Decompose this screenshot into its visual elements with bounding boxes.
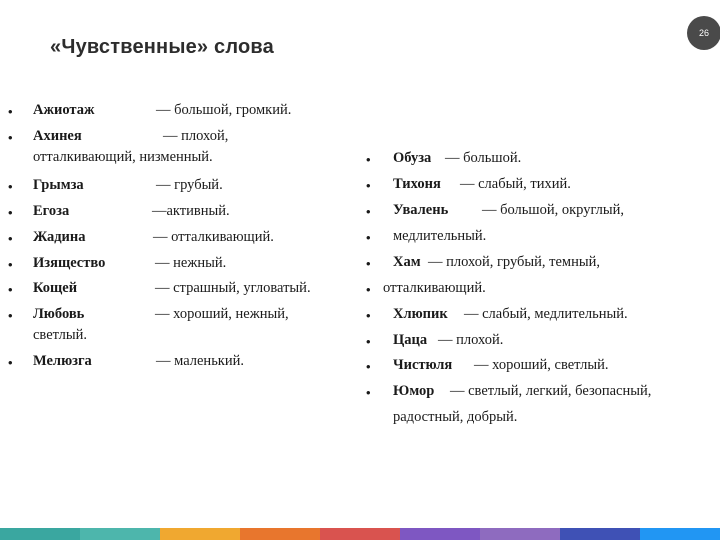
footer-segment [480,528,560,540]
footer-segment [240,528,320,540]
bullet: • [366,230,371,245]
definition: — большой, громкий. [156,102,292,118]
bullet: • [366,385,371,400]
definition: — маленький. [156,353,244,369]
definition: — светлый, легкий, безопасный, [450,383,652,399]
definition: — хороший, нежный, [155,306,289,322]
definition: — слабый, медлительный. [464,306,628,322]
definition-continuation: светлый. [33,327,87,343]
bullet: • [366,334,371,349]
term-zhadina: Жадина [33,229,86,245]
definition: — хороший, светлый. [474,357,609,373]
bullet: • [366,282,371,297]
term-hlyupik: Хлюпик [393,306,448,322]
page-title: «Чувственные» слова [50,36,274,58]
bullet: • [8,205,13,220]
bullet: • [8,130,13,145]
definition: — отталкивающий. [153,229,274,245]
term-tsatsa: Цаца [393,332,428,348]
term-uvalen: Увалень [393,202,449,218]
bullet: • [8,282,13,297]
term-melyuzga: Мелюзга [33,353,92,369]
footer-segment [560,528,640,540]
term-chistyulya: Чистюля [393,357,453,373]
term-ajiotazh: Ажиотаж [33,102,95,118]
bullet: • [8,355,13,370]
bullet: • [8,231,13,246]
definition: медлительный. [393,228,487,244]
term-koshchey: Кощей [33,280,78,296]
bullet: • [366,256,371,271]
definition: — плохой, грубый, темный, [428,254,600,270]
footer-segment [640,528,720,540]
definition: — нежный. [155,255,227,271]
term-grymza: Грымза [33,177,84,193]
bullet: • [366,178,371,193]
footer-segment [80,528,160,540]
footer-segment [0,528,80,540]
bullet: • [366,308,371,323]
term-izyashchestvo: Изящество [33,255,106,271]
term-ahineya: Ахинея [33,128,82,144]
page-number-badge: 26 [687,16,720,50]
definition: — слабый, тихий. [460,176,571,192]
bullet: • [8,179,13,194]
definition: — большой, округлый, [482,202,625,218]
term-obuza: Обуза [393,150,432,166]
bullet: • [366,359,371,374]
definition: —активный. [152,203,230,219]
bullet: • [366,204,371,219]
bullet: • [366,152,371,167]
footer-segment [320,528,400,540]
definition: — плохой, [163,128,229,144]
bullet: • [8,104,13,119]
footer-segment [400,528,480,540]
term-lyubov: Любовь [33,306,85,322]
term-yumor: Юмор [393,383,435,399]
definition: отталкивающий. [383,280,486,296]
definition-continuation: отталкивающий, низменный. [33,149,213,165]
definition: — страшный, угловатый. [155,280,311,296]
definition: — большой. [445,150,522,166]
footer-color-bar [0,528,720,540]
term-tihonya: Тихоня [393,176,441,192]
term-ham: Хам [393,254,421,270]
definition-continuation: радостный, добрый. [393,409,518,425]
footer-segment [160,528,240,540]
bullet: • [8,308,13,323]
bullet: • [8,257,13,272]
term-egoza: Егоза [33,203,70,219]
definition: — грубый. [156,177,223,193]
definition: — плохой. [438,332,504,348]
